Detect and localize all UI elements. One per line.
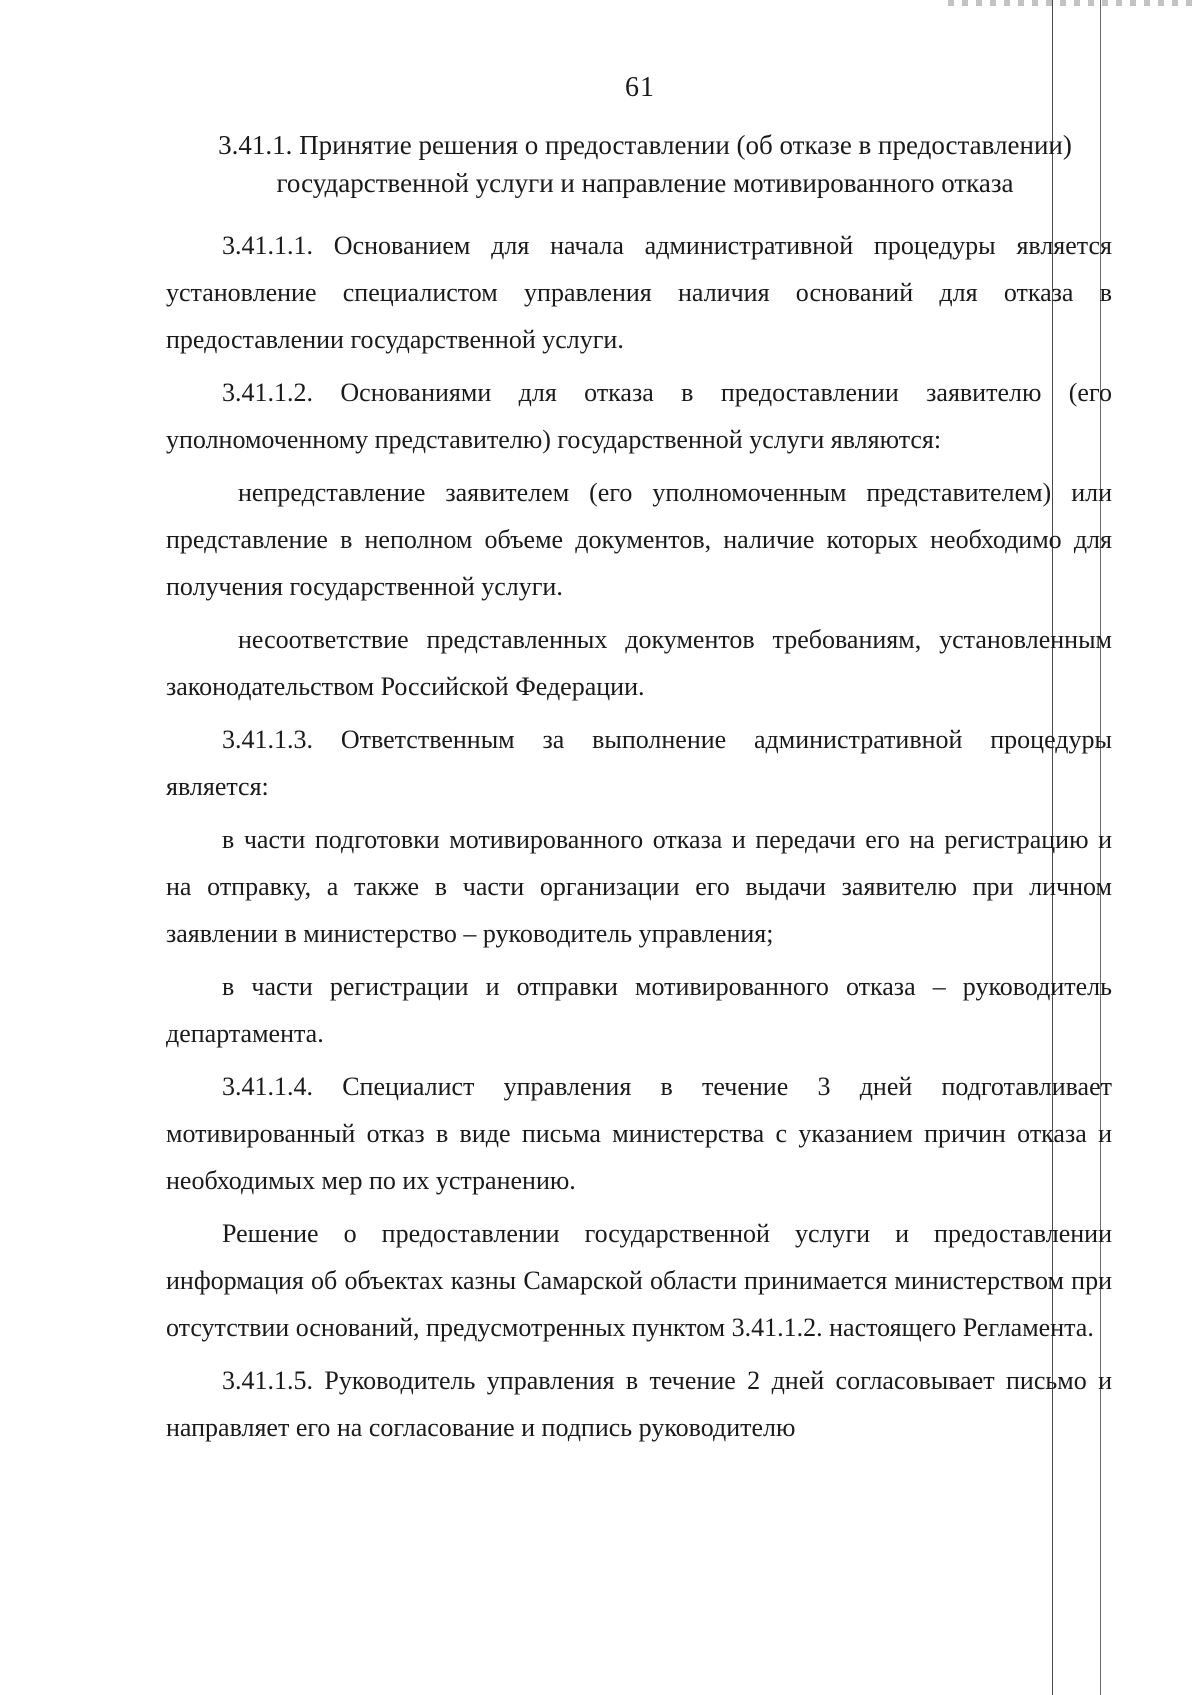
- paragraph-3-41-1-5: 3.41.1.5. Руководитель управления в течение 2 дней согласовывает письмо и направляет его на согласование и подпись руководителю: [166, 1366, 1112, 1442]
- section-heading: [150, 126, 1140, 202]
- document-body: [166, 222, 1112, 1451]
- section-heading-line-1: 3.41.1. Принятие решения о предоставлении (об отказе в предоставлении): [218, 130, 1072, 160]
- paragraph-3-41-1-4: 3.41.1.4. Специалист управления в течение 3 дней подготавливает мотивированный отказ в виде письма министерства с указанием причин отказа и необходимых мер по их устранению.: [166, 1072, 1112, 1195]
- paragraph-3-41-1-2: 3.41.1.2. Основаниями для отказа в предоставлении заявителю (его уполномоченному представителю) государственной услуги являются:: [166, 378, 1112, 454]
- paragraph-ground-noncompliance: несоответствие представленных документов требованиям, установленным законодательством Российской Федерации.: [166, 625, 1112, 701]
- paragraph-ground-nonsubmission: непредставление заявителем (его уполномоченным представителем) или представление в неполном объеме документов, наличие которых необходимо для получения государственной услуги.: [166, 478, 1112, 601]
- paragraph-3-41-1-1: 3.41.1.1. Основанием для начала административной процедуры является установление специалистом управления наличия оснований для отказа в предоставлении государственной услуги.: [166, 231, 1112, 354]
- paragraph-responsible-head-of-department: в части регистрации и отправки мотивированного отказа – руководитель департамента.: [166, 972, 1112, 1048]
- scan-top-marks: [948, 0, 1200, 6]
- paragraph-decision-on-provision: Решение о предоставлении государственной услуги и предоставлении информация об объектах казны Самарской области принимается министерством при отсутствии оснований, предусмотренных пунктом 3.41.1.2. настоящего Регламента.: [166, 1219, 1112, 1342]
- section-heading-line-2: государственной услуги и направление мотивированного отказа: [276, 168, 1014, 198]
- paragraph-3-41-1-3: 3.41.1.3. Ответственным за выполнение административной процедуры является:: [166, 725, 1112, 801]
- paragraph-responsible-head-of-division: в части подготовки мотивированного отказа и передачи его на регистрацию и на отправку, а также в части организации его выдачи заявителю при личном заявлении в министерство – руководитель управления;: [166, 825, 1112, 948]
- page-number: 61: [625, 72, 655, 103]
